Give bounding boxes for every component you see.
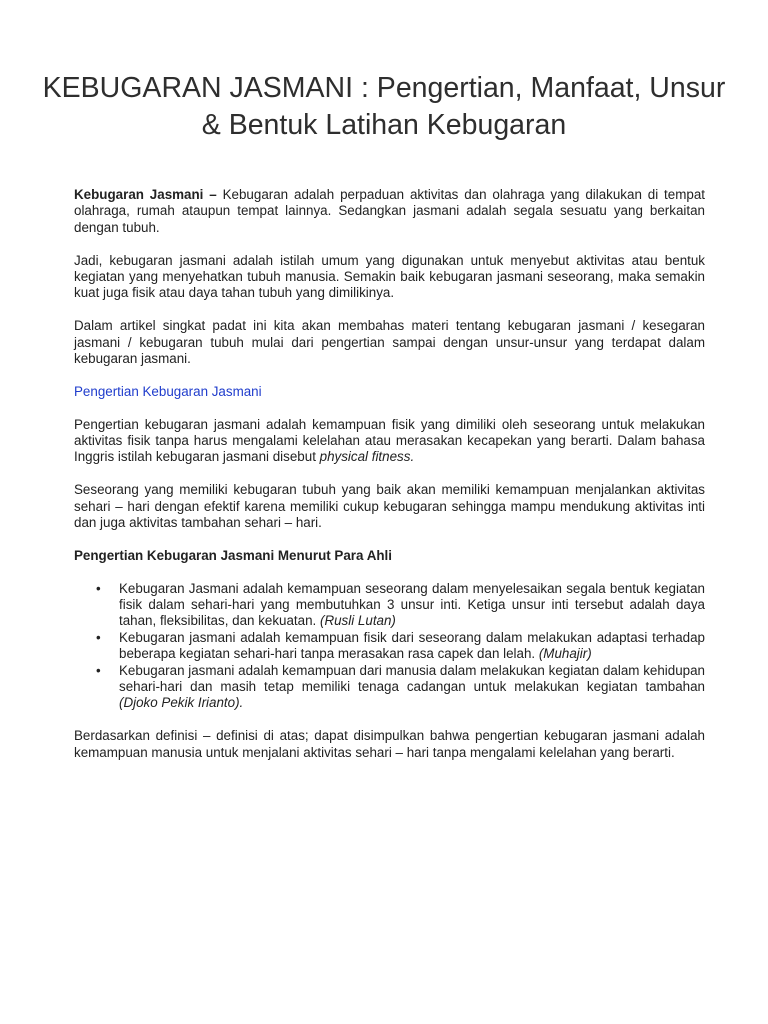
bullet-icon: • [96,629,101,645]
list-item-source: (Rusli Lutan) [319,613,396,629]
list-item-source: (Muhajir) [538,646,592,662]
intro-paragraph [74,187,705,236]
list-item-text: Kebugaran jasmani adalah kemampuan dari manusia dalam melakukan kegiatan dalam kehidupan sehari-hari dan masih tetap memiliki tenaga cadangan untuk melakukan kegiatan tambahan [119,662,705,695]
list-item-text: Kebugaran Jasmani adalah kemampuan seseorang dalam menyelesaikan segala bentuk kegiatan fisik dalam sehari-hari yang membutuhkan 3 unsur inti. Ketiga unsur inti tersebut adalah daya tahan, fleksibilitas, dan kekuatan. [119,580,705,629]
section1-paragraph-1 [74,417,705,466]
list-item-source: (Djoko Pekik Irianto). [119,695,244,711]
list-item [74,663,705,712]
section1-p1-text: Pengertian kebugaran jasmani adalah kemampuan fisik yang dimiliki oleh seseorang untuk melakukan aktivitas fisik tanpa harus mengalami kelelahan atau merasakan kecapekan yang berarti. Dalam bahasa Inggris istilah kebugaran jasmani disebut [74,416,705,465]
conclusion-paragraph: Berdasarkan definisi – definisi di atas; dapat disimpulkan bahwa pengertian kebugaran jasmani adalah kemampuan manusia untuk menjalani aktivitas sehari – hari tanpa mengalami kelelahan yang berarti. [74,728,705,760]
intro-lead: Kebugaran Jasmani – [74,187,217,202]
list-item [74,630,705,663]
section1-p1-term: physical fitness. [319,449,415,465]
list-item-text: Kebugaran jasmani adalah kemampuan fisik dari seseorang dalam melakukan adaptasi terhadap beberapa kegiatan sehari-hari tanpa merasakan rasa capek dan lelah. [119,629,705,662]
bullet-icon: • [96,662,101,678]
section1-paragraph-2: Seseorang yang memiliki kebugaran tubuh yang baik akan memiliki kemampuan menjalankan aktivitas sehari – hari dengan efektif karena memiliki cukup kebugaran sehingga mampu mendukung aktivitas inti dan juga aktivitas tambahan sehari – hari. [74,482,705,531]
bullet-icon: • [96,580,101,596]
section-heading-pengertian: Pengertian Kebugaran Jasmani [74,383,262,399]
paragraph-2: Jadi, kebugaran jasmani adalah istilah umum yang digunakan untuk menyebut aktivitas atau bentuk kegiatan yang menyehatkan tubuh manusia. Semakin baik kebugaran jasmani seseorang, maka semakin kuat juga fisik atau daya tahan tubuh yang dimilikinya. [74,252,705,301]
definitions-list [74,581,705,712]
intro-text: Kebugaran adalah perpaduan aktivitas dan olahraga yang dilakukan di tempat olahraga, rumah ataupun tempat lainnya. Sedangkan jasmani adalah segala sesuatu yang berkaitan dengan tubuh. [74,187,705,235]
paragraph-3: Dalam artikel singkat padat ini kita akan membahas materi tentang kebugaran jasmani / kesegaran jasmani / kebugaran tubuh mulai dari pengertian sampai dengan unsur-unsur yang terdapat dalam kebugaran jasmani. [74,318,705,367]
page-title: KEBUGARAN JASMANI : Pengertian, Manfaat, Unsur & Bentuk Latihan Kebugaran [42,72,726,141]
list-item [74,581,705,630]
section-heading-para-ahli: Pengertian Kebugaran Jasmani Menurut Para Ahli [74,547,392,563]
article-body [74,187,705,777]
